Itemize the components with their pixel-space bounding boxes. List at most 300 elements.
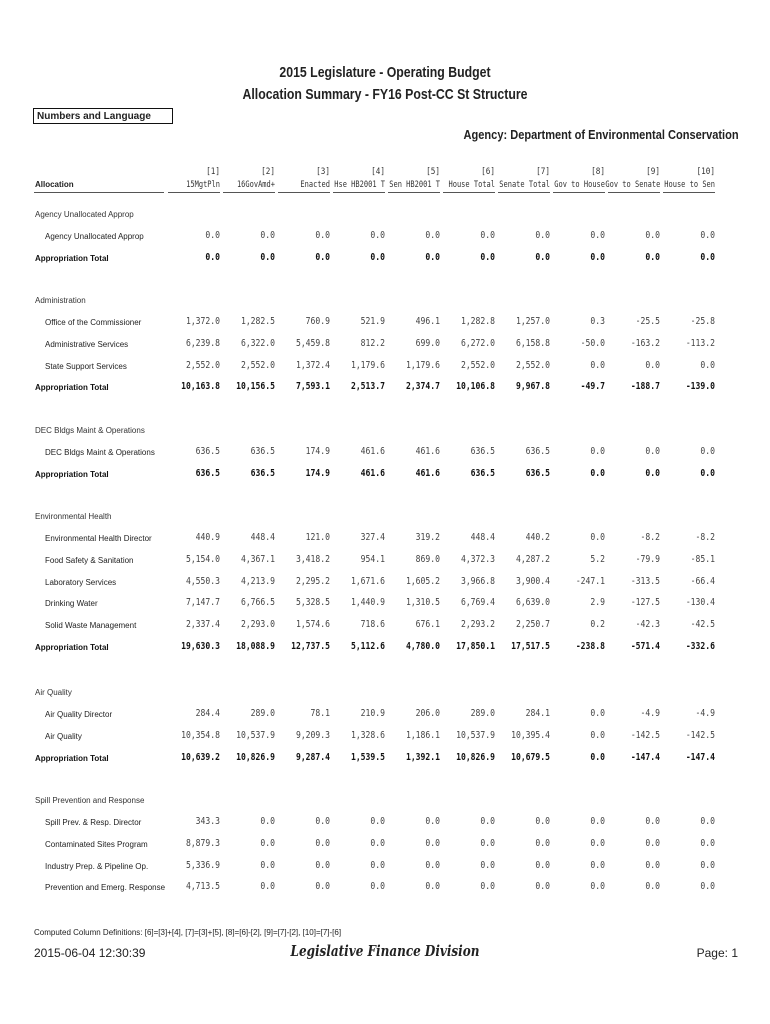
column-underline <box>223 192 275 193</box>
cell-value: 461.6 <box>415 467 440 479</box>
cell-value: 10,679.5 <box>511 751 550 763</box>
cell-value: 0.0 <box>645 446 660 457</box>
table-row <box>0 730 770 744</box>
row-label: Food Safety & Sanitation <box>45 555 134 565</box>
appropriation-total-row <box>0 468 770 482</box>
column-underline <box>388 192 440 193</box>
cell-value: -571.4 <box>630 641 660 652</box>
cell-value: 3,418.2 <box>295 553 330 565</box>
timestamp: 2015-06-04 12:30:39 <box>34 946 146 960</box>
cell-value: 0.0 <box>480 837 495 849</box>
table-row <box>0 576 770 590</box>
section-name: Administration <box>35 296 86 305</box>
cell-value: 0.0 <box>535 816 550 827</box>
cell-value: 0.0 <box>370 881 385 893</box>
cell-value: 4,213.9 <box>240 575 275 587</box>
column-name: Gov to Senate <box>605 180 661 190</box>
cell-value: 10,537.9 <box>236 729 275 741</box>
column-name: Gov to House <box>554 180 605 190</box>
section-name: Spill Prevention and Response <box>35 796 145 805</box>
cell-value: 0.3 <box>590 316 605 327</box>
cell-value: 636.5 <box>195 446 220 457</box>
row-label: State Support Services <box>45 361 127 371</box>
column-underline <box>333 192 385 193</box>
cell-value: 1,440.9 <box>350 597 385 609</box>
cell-value: 636.5 <box>525 467 550 479</box>
column-name: Sen HB2001 T <box>389 180 440 190</box>
column-name: 15MgtPln <box>186 180 220 190</box>
cell-value: 2,374.7 <box>405 381 440 393</box>
row-label: Air Quality <box>45 731 82 741</box>
cell-value: 1,282.5 <box>240 316 275 327</box>
cell-value: 448.4 <box>470 532 495 543</box>
cell-value: 5,328.5 <box>295 597 330 609</box>
cell-value: 0.0 <box>645 859 660 871</box>
column-name: House Total <box>448 180 495 190</box>
cell-value: 4,287.2 <box>515 553 550 565</box>
cell-value: -8.2 <box>640 532 660 543</box>
cell-value: 78.1 <box>310 708 330 719</box>
cell-value: 17,850.1 <box>456 641 495 652</box>
cell-value: 1,179.6 <box>405 359 440 371</box>
cell-value: 2,552.0 <box>460 359 495 371</box>
cell-value: 2,293.2 <box>460 619 495 631</box>
cell-value: 5,336.9 <box>185 859 220 871</box>
row-label: Prevention and Emerg. Response <box>45 883 166 893</box>
agency-label: Agency: Department of Environmental Conservation <box>463 127 739 142</box>
cell-value: 0.0 <box>700 837 715 849</box>
cell-value: 17,517.5 <box>511 641 550 652</box>
cell-value: 440.9 <box>195 532 220 543</box>
cell-value: 0.0 <box>425 230 440 241</box>
cell-value: 5.2 <box>590 553 605 565</box>
cell-value: 0.0 <box>645 837 660 849</box>
cell-value: 0.0 <box>425 837 440 849</box>
cell-value: 636.5 <box>250 446 275 457</box>
row-label: Drinking Water <box>45 599 98 609</box>
cell-value: 812.2 <box>360 337 385 349</box>
cell-value: 206.0 <box>415 708 440 719</box>
cell-value: -238.8 <box>575 641 605 652</box>
cell-value: 636.5 <box>525 446 550 457</box>
cell-value: 343.3 <box>195 816 220 827</box>
cell-value: 0.0 <box>260 837 275 849</box>
cell-value: 5,112.6 <box>350 641 385 652</box>
column-underline <box>443 192 495 193</box>
appropriation-total-row <box>0 252 770 266</box>
cell-value: 10,537.9 <box>456 729 495 741</box>
cell-value: 0.0 <box>370 251 385 263</box>
cell-value: -8.2 <box>695 532 715 543</box>
row-label: Appropriation Total <box>35 253 109 263</box>
cell-value: 0.2 <box>590 619 605 631</box>
row-label: Air Quality Director <box>45 710 113 719</box>
cell-value: 2,295.2 <box>295 575 330 587</box>
cell-value: 121.0 <box>305 532 330 543</box>
cell-value: 0.0 <box>535 881 550 893</box>
cell-value: -4.9 <box>695 708 715 719</box>
cell-value: 636.5 <box>250 467 275 479</box>
row-label: Appropriation Total <box>35 643 109 652</box>
table-row <box>0 554 770 568</box>
row-label: Contaminated Sites Program <box>45 839 148 849</box>
cell-value: 0.0 <box>590 230 605 241</box>
cell-value: 440.2 <box>525 532 550 543</box>
cell-value: 0.0 <box>700 467 715 479</box>
section-heading <box>0 424 770 438</box>
cell-value: 2,513.7 <box>350 381 385 393</box>
cell-value: 1,257.0 <box>515 316 550 327</box>
cell-value: 1,574.6 <box>295 619 330 631</box>
cell-value: 0.0 <box>645 467 660 479</box>
column-name: House to Sen <box>664 180 715 190</box>
cell-value: 0.0 <box>645 230 660 241</box>
cell-value: 210.9 <box>360 708 385 719</box>
row-label: Office of the Commissioner <box>45 318 142 327</box>
cell-value: 327.4 <box>360 532 385 543</box>
column-number: [5] <box>426 167 440 177</box>
section-name: Environmental Health <box>35 512 112 521</box>
cell-value: 10,163.8 <box>181 381 220 393</box>
column-number: [4] <box>371 167 385 177</box>
cell-value: 10,106.8 <box>456 381 495 393</box>
cell-value: 0.0 <box>370 837 385 849</box>
cell-value: 12,737.5 <box>291 641 330 652</box>
cell-value: 5,459.8 <box>295 337 330 349</box>
cell-value: 6,239.8 <box>185 337 220 349</box>
column-underline <box>278 192 330 193</box>
cell-value: 0.0 <box>315 251 330 263</box>
cell-value: 0.0 <box>590 708 605 719</box>
cell-value: 496.1 <box>415 316 440 327</box>
cell-value: 9,209.3 <box>295 729 330 741</box>
section-heading <box>0 208 770 222</box>
cell-value: 0.0 <box>260 881 275 893</box>
row-label: Appropriation Total <box>35 469 109 479</box>
column-name: Senate Total <box>499 180 550 190</box>
row-label: Environmental Health Director <box>45 534 152 543</box>
cell-value: 19,630.3 <box>181 641 220 652</box>
cell-value: 5,154.0 <box>185 553 220 565</box>
cell-value: 6,639.0 <box>515 597 550 609</box>
table-row <box>0 619 770 633</box>
cell-value: 0.0 <box>590 837 605 849</box>
cell-value: 448.4 <box>250 532 275 543</box>
cell-value: 4,367.1 <box>240 553 275 565</box>
cell-value: -247.1 <box>575 575 605 587</box>
column-number: [2] <box>261 167 275 177</box>
cell-value: 2,552.0 <box>240 359 275 371</box>
cell-value: 4,780.0 <box>405 641 440 652</box>
cell-value: 284.4 <box>195 708 220 719</box>
cell-value: 0.0 <box>315 230 330 241</box>
cell-value: 9,967.8 <box>515 381 550 393</box>
cell-value: 4,372.3 <box>460 553 495 565</box>
cell-value: 0.0 <box>425 816 440 827</box>
appropriation-total-row <box>0 641 770 655</box>
table-row <box>0 532 770 546</box>
cell-value: -85.1 <box>690 553 715 565</box>
cell-value: 0.0 <box>590 751 605 763</box>
table-row <box>0 816 770 830</box>
cell-value: 461.6 <box>360 446 385 457</box>
cell-value: 1,186.1 <box>405 729 440 741</box>
cell-value: 0.0 <box>315 881 330 893</box>
table-row <box>0 316 770 330</box>
cell-value: 289.0 <box>250 708 275 719</box>
cell-value: -66.4 <box>690 575 715 587</box>
cell-value: 1,328.6 <box>350 729 385 741</box>
cell-value: -42.3 <box>635 619 660 631</box>
cell-value: 0.0 <box>590 251 605 263</box>
cell-value: 0.0 <box>480 251 495 263</box>
cell-value: -332.6 <box>685 641 715 652</box>
cell-value: 2,337.4 <box>185 619 220 631</box>
column-number: [9] <box>646 167 660 177</box>
cell-value: 2.9 <box>590 597 605 609</box>
cell-value: 0.0 <box>700 446 715 457</box>
cell-value: 1,310.5 <box>405 597 440 609</box>
cell-value: 1,372.0 <box>185 316 220 327</box>
cell-value: 174.9 <box>305 446 330 457</box>
cell-value: 676.1 <box>415 619 440 631</box>
column-number: [8] <box>591 167 605 177</box>
cell-value: 0.0 <box>535 251 550 263</box>
cell-value: -147.4 <box>685 751 715 763</box>
section-name: Air Quality <box>35 688 72 697</box>
cell-value: 0.0 <box>370 230 385 241</box>
cell-value: 0.0 <box>370 816 385 827</box>
cell-value: 0.0 <box>700 859 715 871</box>
column-number: [10] <box>696 167 715 177</box>
cell-value: 0.0 <box>315 859 330 871</box>
numbers-language-box: Numbers and Language <box>33 108 173 124</box>
section-heading <box>0 686 770 700</box>
cell-value: -188.7 <box>630 381 660 393</box>
page-number: Page: 1 <box>696 946 738 960</box>
cell-value: 0.0 <box>700 816 715 827</box>
column-underline <box>168 192 220 193</box>
cell-value: -127.5 <box>630 597 660 609</box>
row-label: Industry Prep. & Pipeline Op. <box>45 861 149 871</box>
row-label: Spill Prev. & Resp. Director <box>45 818 142 827</box>
cell-value: 2,293.0 <box>240 619 275 631</box>
column-number: [1] <box>206 167 220 177</box>
cell-value: 0.0 <box>590 359 605 371</box>
cell-value: -142.5 <box>685 729 715 741</box>
table-row <box>0 230 770 244</box>
cell-value: 1,605.2 <box>405 575 440 587</box>
cell-value: 0.0 <box>645 816 660 827</box>
cell-value: 461.6 <box>415 446 440 457</box>
row-label: Appropriation Total <box>35 753 109 763</box>
cell-value: 1,671.6 <box>350 575 385 587</box>
cell-value: 0.0 <box>425 251 440 263</box>
report-subtitle: Allocation Summary - FY16 Post-CC St Structure <box>242 86 528 103</box>
cell-value: 636.5 <box>470 467 495 479</box>
cell-value: 718.6 <box>360 619 385 631</box>
cell-value: 1,179.6 <box>350 359 385 371</box>
cell-value: -113.2 <box>685 337 715 349</box>
cell-value: -147.4 <box>630 751 660 763</box>
cell-value: 2,250.7 <box>515 619 550 631</box>
cell-value: 636.5 <box>195 467 220 479</box>
appropriation-total-row <box>0 381 770 395</box>
cell-value: 319.2 <box>415 532 440 543</box>
column-underline <box>663 192 715 193</box>
cell-value: 760.9 <box>305 316 330 327</box>
cell-value: 10,826.9 <box>236 751 275 763</box>
cell-value: 0.0 <box>370 859 385 871</box>
cell-value: 7,147.7 <box>185 597 220 609</box>
column-name: 16GovAmd+ <box>236 180 275 190</box>
section-name: Agency Unallocated Approp <box>35 210 134 219</box>
cell-value: 0.0 <box>700 359 715 371</box>
cell-value: 10,395.4 <box>511 729 550 741</box>
cell-value: 174.9 <box>305 467 330 479</box>
cell-value: 636.5 <box>470 446 495 457</box>
cell-value: 0.0 <box>590 729 605 741</box>
row-label: Laboratory Services <box>45 577 117 587</box>
section-heading <box>0 510 770 524</box>
column-underline <box>608 192 660 193</box>
row-label: Agency Unallocated Approp <box>45 232 144 241</box>
cell-value: 2,552.0 <box>515 359 550 371</box>
cell-value: 0.0 <box>645 359 660 371</box>
cell-value: 1,372.4 <box>295 359 330 371</box>
cell-value: 2,552.0 <box>185 359 220 371</box>
cell-value: 7,593.1 <box>295 381 330 393</box>
cell-value: 18,088.9 <box>236 641 275 652</box>
table-row <box>0 881 770 895</box>
row-label: DEC Bldgs Maint & Operations <box>45 448 155 457</box>
cell-value: -79.9 <box>635 553 660 565</box>
cell-value: -25.8 <box>690 316 715 327</box>
cell-value: 0.0 <box>315 837 330 849</box>
allocation-underline <box>34 192 164 193</box>
cell-value: 0.0 <box>645 881 660 893</box>
column-number: [3] <box>316 167 330 177</box>
row-label: Appropriation Total <box>35 383 109 393</box>
cell-value: 0.0 <box>590 859 605 871</box>
cell-value: 0.0 <box>535 837 550 849</box>
column-name: Enacted <box>300 180 330 190</box>
cell-value: 4,550.3 <box>185 575 220 587</box>
table-row <box>0 838 770 852</box>
table-row <box>0 360 770 374</box>
division-name: Legislative Finance Division <box>290 942 480 960</box>
cell-value: -25.5 <box>635 316 660 327</box>
cell-value: -142.5 <box>630 729 660 741</box>
cell-value: 6,158.8 <box>515 337 550 349</box>
row-label: Administrative Services <box>45 339 129 349</box>
cell-value: 0.0 <box>205 230 220 241</box>
column-number: [6] <box>481 167 495 177</box>
cell-value: 954.1 <box>360 553 385 565</box>
cell-value: -163.2 <box>630 337 660 349</box>
section-heading <box>0 294 770 308</box>
table-row <box>0 860 770 874</box>
cell-value: 0.0 <box>480 881 495 893</box>
cell-value: 0.0 <box>425 881 440 893</box>
column-underline <box>498 192 550 193</box>
table-row <box>0 446 770 460</box>
column-underline <box>553 192 605 193</box>
cell-value: 10,826.9 <box>456 751 495 763</box>
cell-value: 0.0 <box>260 859 275 871</box>
cell-value: 1,539.5 <box>350 751 385 763</box>
cell-value: 4,713.5 <box>185 881 220 893</box>
cell-value: 0.0 <box>590 881 605 893</box>
cell-value: -139.0 <box>685 381 715 393</box>
column-name: Hse HB2001 T <box>334 180 385 190</box>
cell-value: 0.0 <box>700 230 715 241</box>
cell-value: -50.0 <box>580 337 605 349</box>
cell-value: 0.0 <box>645 251 660 263</box>
cell-value: 289.0 <box>470 708 495 719</box>
cell-value: 461.6 <box>360 467 385 479</box>
cell-value: 6,322.0 <box>240 337 275 349</box>
table-row <box>0 708 770 722</box>
cell-value: 699.0 <box>415 337 440 349</box>
cell-value: 0.0 <box>480 230 495 241</box>
cell-value: -49.7 <box>580 381 605 393</box>
cell-value: 869.0 <box>415 553 440 565</box>
cell-value: 0.0 <box>480 816 495 827</box>
cell-value: 3,966.8 <box>460 575 495 587</box>
cell-value: 0.0 <box>535 859 550 871</box>
cell-value: -130.4 <box>685 597 715 609</box>
table-row <box>0 338 770 352</box>
cell-value: 0.0 <box>590 532 605 543</box>
column-number: [7] <box>536 167 550 177</box>
cell-value: 0.0 <box>205 251 220 263</box>
cell-value: 1,392.1 <box>405 751 440 763</box>
cell-value: 0.0 <box>315 816 330 827</box>
appropriation-total-row <box>0 752 770 766</box>
cell-value: 3,900.4 <box>515 575 550 587</box>
cell-value: 0.0 <box>260 816 275 827</box>
cell-value: 10,354.8 <box>181 729 220 741</box>
cell-value: -313.5 <box>630 575 660 587</box>
row-label: Solid Waste Management <box>45 621 137 631</box>
cell-value: 0.0 <box>480 859 495 871</box>
cell-value: -42.5 <box>690 619 715 631</box>
cell-value: 10,156.5 <box>236 381 275 393</box>
table-row <box>0 597 770 611</box>
section-name: DEC Bldgs Maint & Operations <box>35 426 145 435</box>
cell-value: 0.0 <box>700 251 715 263</box>
cell-value: 8,879.3 <box>185 837 220 849</box>
cell-value: 6,769.4 <box>460 597 495 609</box>
cell-value: 1,282.8 <box>460 316 495 327</box>
cell-value: 9,287.4 <box>295 751 330 763</box>
cell-value: 6,766.5 <box>240 597 275 609</box>
cell-value: 0.0 <box>535 230 550 241</box>
cell-value: 0.0 <box>260 230 275 241</box>
cell-value: 284.1 <box>525 708 550 719</box>
report-title: 2015 Legislature - Operating Budget <box>279 64 491 81</box>
allocation-header: Allocation <box>35 180 74 189</box>
footnote: Computed Column Definitions: [6]=[3]+[4], [7]=[3]+[5], [8]=[6]-[2], [9]=[7]-[2], [10]=[7]-[6] <box>34 928 342 937</box>
cell-value: -4.9 <box>640 708 660 719</box>
cell-value: 0.0 <box>700 881 715 893</box>
cell-value: 0.0 <box>590 467 605 479</box>
cell-value: 10,639.2 <box>181 751 220 763</box>
cell-value: 521.9 <box>360 316 385 327</box>
cell-value: 0.0 <box>590 816 605 827</box>
cell-value: 0.0 <box>425 859 440 871</box>
